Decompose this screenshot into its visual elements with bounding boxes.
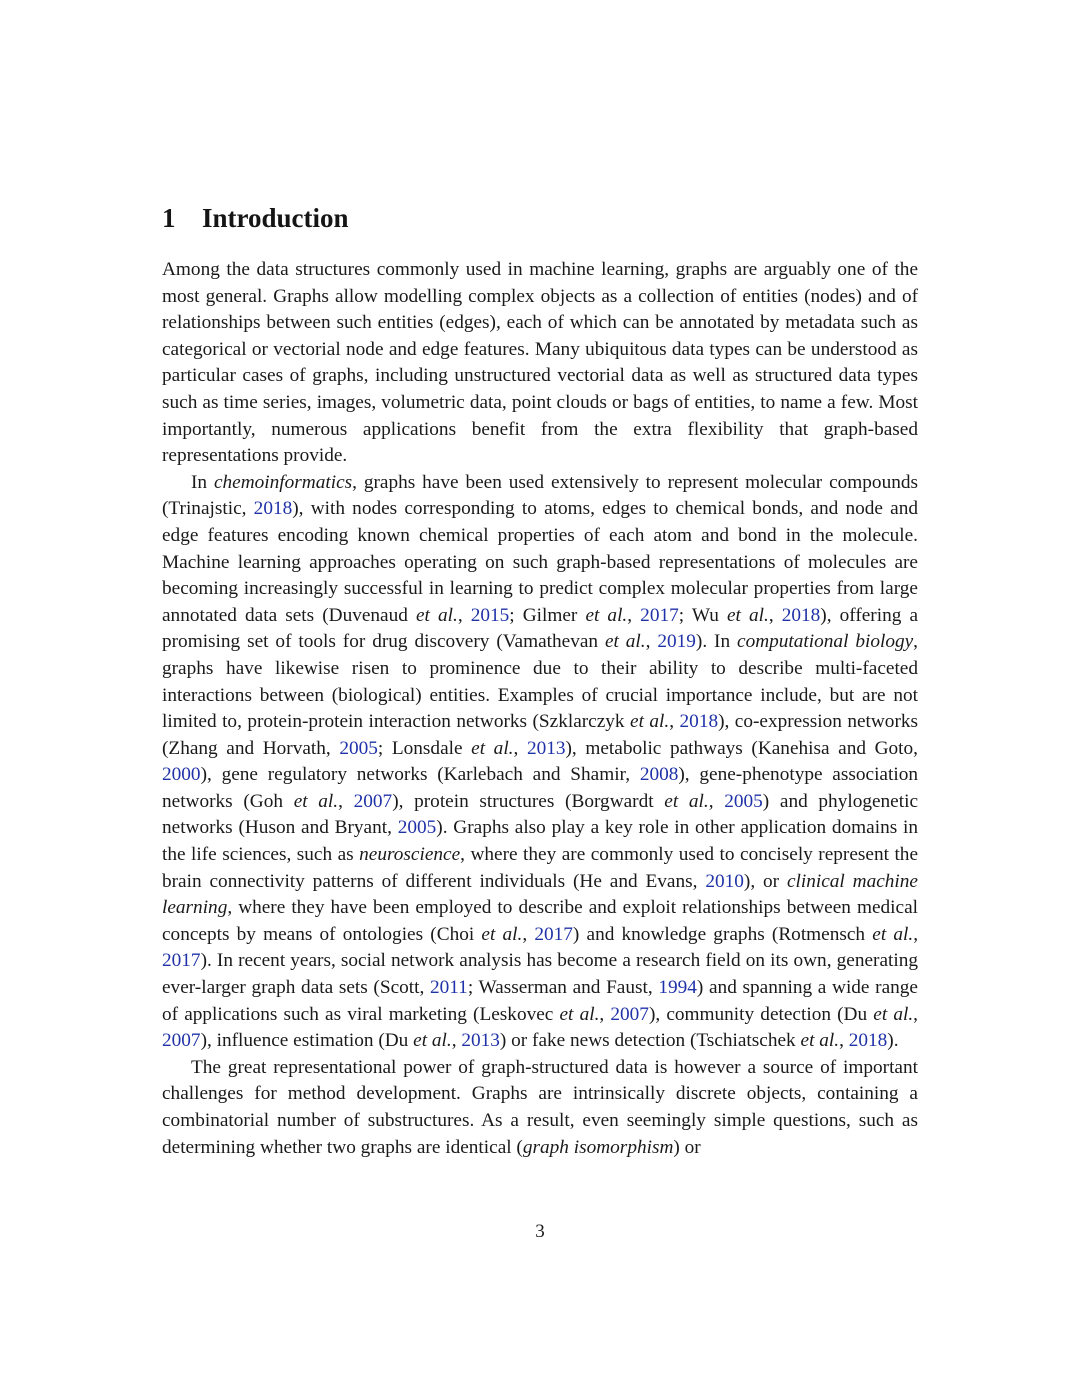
text-run: ,	[839, 1030, 849, 1052]
text-run: ), influence estimation (Du	[200, 1030, 414, 1052]
italic-text: et al.	[872, 923, 914, 945]
italic-text: et al.	[413, 1030, 452, 1052]
italic-text: chemoinformatics	[213, 471, 353, 493]
section-number: 1	[162, 203, 176, 233]
paragraph	[162, 1055, 918, 1161]
text-run: ,	[645, 631, 658, 653]
italic-text: et al.	[630, 711, 670, 733]
text-run: , where they are commonly used to concisely represent the brain connectivity patterns of different individuals (He and Evans,	[162, 844, 918, 892]
italic-text: et al.	[559, 1003, 600, 1025]
text-run: ) and spanning a wide range of applications such as viral marketing (Leskovec	[162, 977, 918, 1025]
text-run: ) or	[673, 1136, 701, 1158]
italic-text: et al.	[873, 1003, 914, 1025]
citation-link[interactable]: 2013	[461, 1030, 500, 1052]
citation-link[interactable]: 2019	[657, 631, 696, 653]
text-run: ,	[599, 1003, 611, 1025]
text-run: ,	[913, 923, 919, 945]
citation-link[interactable]: 2017	[534, 923, 573, 945]
text-run: The great representational power of graph-structured data is however a source of important challenges for method development. Graphs are intrinsically discrete objects, containing a combinatorial number of substructures. As a result, even seemingly simple questions, such as determining whether two graphs are identical (	[162, 1056, 918, 1158]
text-run: ), gene regulatory networks (Karlebach and Shamir,	[200, 764, 640, 786]
section-heading	[162, 203, 349, 234]
text-run: ,	[913, 1003, 918, 1025]
citation-link[interactable]: 2005	[397, 817, 437, 839]
citation-link[interactable]: 2018	[781, 604, 821, 626]
text-run: ,	[522, 923, 535, 945]
paragraph	[162, 257, 918, 470]
citation-link[interactable]: 2008	[639, 764, 679, 786]
citation-link[interactable]: 2011	[429, 977, 468, 999]
body-text	[162, 257, 918, 1161]
italic-text: computational biology	[737, 631, 914, 653]
citation-link[interactable]: 2007	[353, 790, 393, 812]
page-number: 3	[535, 1221, 545, 1242]
citation-link[interactable]: 2017	[640, 604, 679, 626]
citation-link[interactable]: 2018	[253, 498, 293, 520]
text-run: ). Graphs also play a key role in other application domains in the life sciences, such as	[162, 817, 919, 866]
citation-link[interactable]: 2013	[526, 737, 566, 759]
text-run: ,	[708, 790, 725, 812]
text-run: Among the data structures commonly used in machine learning, graphs are arguably one of the most general. Graphs allow modelling complex objects as a collection of entities (nodes) and of relationships between such entities (edges), each of which can be annotated by metadata such as categorical or vectorial node and edge features. Many ubiquitous data types can be understood as particular cases of graphs, including unstructured vectorial data as well as structured data types such as time series, images, volumetric data, point clouds or bags of entities, to name a few. Most importantly, numerous applications benefit from the extra flexibility that graph-based representations provide.	[162, 259, 918, 467]
citation-link[interactable]: 2007	[610, 1003, 649, 1025]
citation-link[interactable]: 2005	[724, 790, 763, 812]
text-run: , where they have been employed to describe and exploit relationships between medical concepts by means of ontologies (Choi	[162, 897, 918, 945]
citation-link[interactable]: 2010	[705, 870, 744, 892]
text-run: ) and knowledge graphs (Rotmensch	[572, 923, 873, 945]
italic-text: et al.	[604, 631, 646, 653]
text-run: ), with nodes corresponding to atoms, edges to chemical bonds, and node and edge features encoding known chemical properties of each atom and bond in the molecule. Machine learning approaches operating on such graph-based representations of molecules are becoming increasingly successful in learning to predict complex molecular properties from large annotated data sets (Duvenaud	[162, 498, 918, 626]
text-run: ), protein structures (Borgwardt	[392, 790, 665, 812]
italic-text: graph isomorphism	[522, 1136, 674, 1158]
citation-link[interactable]: 2000	[162, 764, 201, 786]
section-title: Introduction	[202, 203, 349, 233]
text-run: ). In	[695, 631, 738, 653]
text-run: ,	[513, 737, 527, 759]
text-run: ) and phylogenetic networks (Huson and Bryant,	[162, 790, 918, 839]
italic-text: et al.	[471, 737, 514, 759]
text-run: ), offering a promising set of tools for drug discovery (Vamathevan	[162, 604, 918, 653]
citation-link[interactable]: 1994	[658, 977, 697, 999]
citation-link[interactable]: 2017	[162, 950, 201, 972]
text-run: ; Gilmer	[509, 604, 586, 626]
text-run: ), community detection (Du	[648, 1003, 874, 1025]
text-run: ), or	[743, 870, 787, 892]
text-run: ) or fake news detection (Tschiatschek	[499, 1030, 801, 1052]
citation-link[interactable]: 2015	[470, 604, 510, 626]
text-run: ; Wasserman and Faust,	[467, 977, 659, 999]
text-run: ), gene-phenotype association networks (Goh	[162, 764, 918, 812]
italic-text: clinical machine learning	[162, 870, 918, 919]
paragraph	[162, 470, 918, 1055]
italic-text: et al.	[800, 1030, 840, 1052]
italic-text: et al.	[726, 604, 769, 626]
text-run: ,	[451, 1030, 462, 1052]
italic-text: et al.	[293, 790, 339, 812]
citation-link[interactable]: 2007	[162, 1030, 201, 1052]
italic-text: neuroscience	[359, 844, 461, 866]
italic-text: et al.	[481, 923, 523, 945]
text-run: ). In recent years, social network analysis has become a research field on its own, generating ever-larger graph data sets (Scott,	[162, 950, 918, 999]
text-run: ,	[627, 604, 641, 626]
citation-link[interactable]: 2018	[679, 711, 719, 733]
citation-link[interactable]: 2018	[848, 1030, 888, 1052]
text-run: ; Wu	[678, 604, 727, 626]
text-run: ,	[768, 604, 782, 626]
text-run: ), metabolic pathways (Kanehisa and Goto,	[565, 737, 918, 759]
italic-text: et al.	[585, 604, 628, 626]
text-run: In	[191, 471, 214, 493]
text-run: ,	[669, 711, 680, 733]
text-run: ,	[457, 604, 471, 626]
citation-link[interactable]: 2005	[339, 737, 378, 759]
italic-text: et al.	[664, 790, 709, 812]
text-run: ; Lonsdale	[377, 737, 472, 759]
text-run: , graphs have likewise risen to prominence due to their ability to describe multi-faceted interactions between (biological) entities. Examples of crucial importance include, but are not limited to, protein-protein interaction networks (Szklarczyk	[162, 631, 918, 733]
text-run: ), co-expression networks (Zhang and Horvath,	[162, 711, 919, 759]
text-run: ,	[338, 790, 354, 812]
italic-text: et al.	[416, 604, 458, 626]
text-run: ).	[887, 1030, 899, 1052]
text-run: , graphs have been used extensively to represent molecular compounds (Trinajstic,	[162, 471, 919, 520]
